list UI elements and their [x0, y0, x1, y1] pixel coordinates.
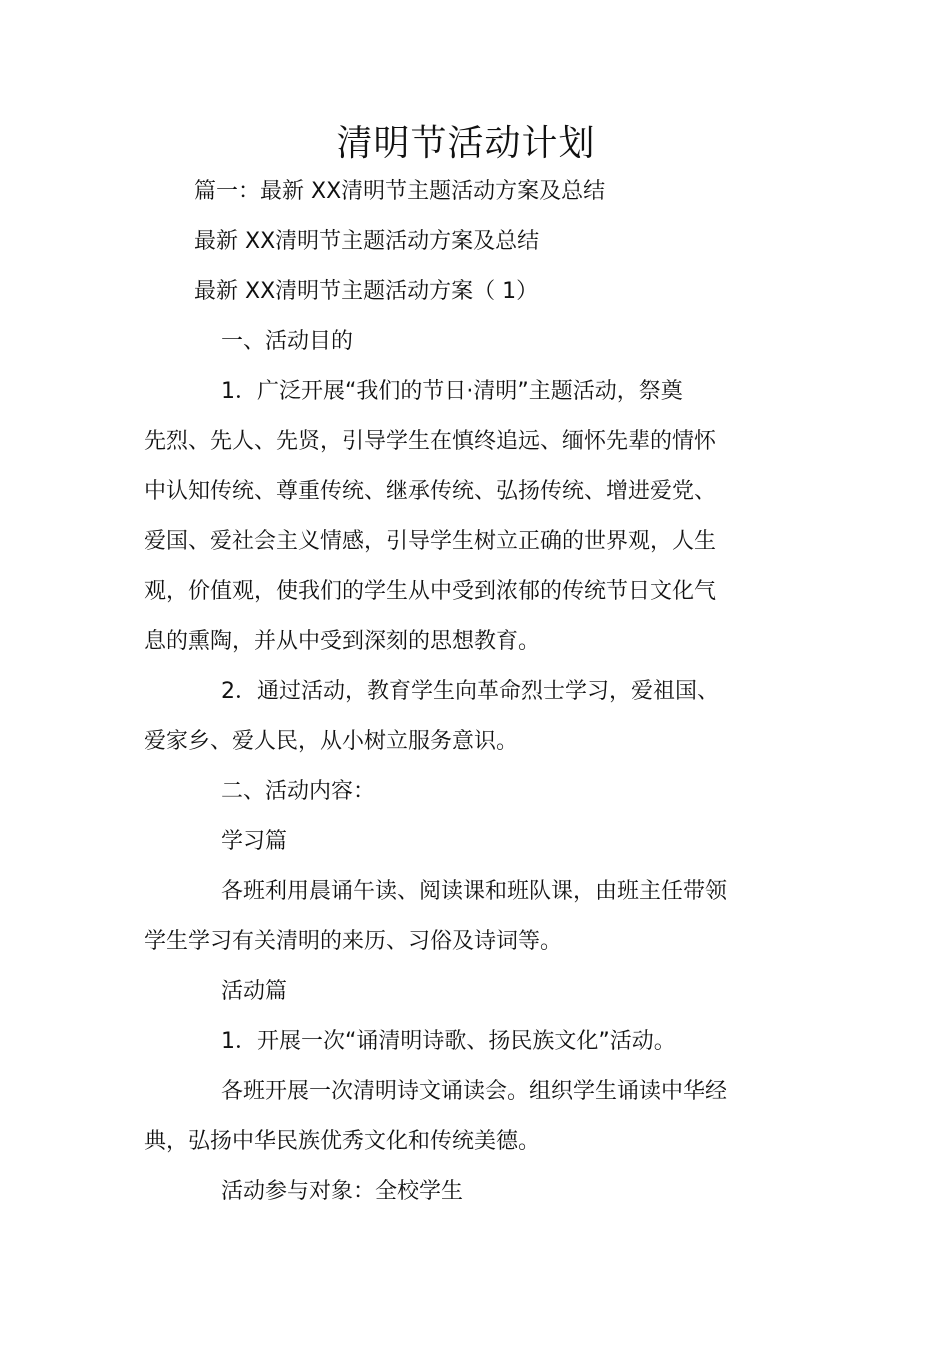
paragraph-line: 2．通过活动，教育学生向革命烈士学习，爱祖国、: [221, 679, 719, 704]
heading-activity-purpose: 一、活动目的: [221, 329, 354, 354]
paragraph-line: 1．开展一次“诵清明诗歌、扬民族文化”活动。: [221, 1029, 676, 1054]
paragraph-line: 爱国、爱社会主义情感，引导学生树立正确的世界观，人生: [144, 529, 717, 554]
subtitle-line: 最新 XX清明节主题活动方案及总结: [194, 229, 540, 254]
section-heading-part-one: 篇一：最新 XX清明节主题活动方案及总结: [194, 179, 606, 204]
subheading-study: 学习篇: [221, 829, 288, 854]
paragraph-line: 观，价值观，使我们的学生从中受到浓郁的传统节日文化气: [144, 579, 717, 604]
paragraph-line: 活动参与对象：全校学生: [221, 1179, 464, 1204]
subheading-activity: 活动篇: [221, 979, 288, 1004]
paragraph-line: 各班开展一次清明诗文诵读会。组织学生诵读中华经: [221, 1079, 728, 1104]
paragraph-line: 1．广泛开展“我们的节日·清明”主题活动，祭奠: [221, 379, 683, 404]
paragraph-line: 典，弘扬中华民族优秀文化和传统美德。: [144, 1129, 541, 1154]
heading-activity-content: 二、活动内容：: [221, 779, 376, 804]
paragraph-line: 各班利用晨诵午读、阅读课和班队课，由班主任带领: [221, 879, 728, 904]
paragraph-line: 学生学习有关清明的来历、习俗及诗词等。: [144, 929, 563, 954]
paragraph-line: 爱家乡、爱人民，从小树立服务意识。: [144, 729, 519, 754]
paragraph-line: 中认知传统、尊重传统、继承传统、弘扬传统、增进爱党、: [144, 479, 717, 504]
subtitle-line: 最新 XX清明节主题活动方案（ 1）: [194, 279, 539, 304]
document-title: 清明节活动计划: [336, 123, 596, 164]
paragraph-line: 息的熏陶，并从中受到深刻的思想教育。: [144, 629, 541, 654]
paragraph-line: 先烈、先人、先贤，引导学生在慎终追远、缅怀先辈的情怀: [144, 429, 717, 454]
